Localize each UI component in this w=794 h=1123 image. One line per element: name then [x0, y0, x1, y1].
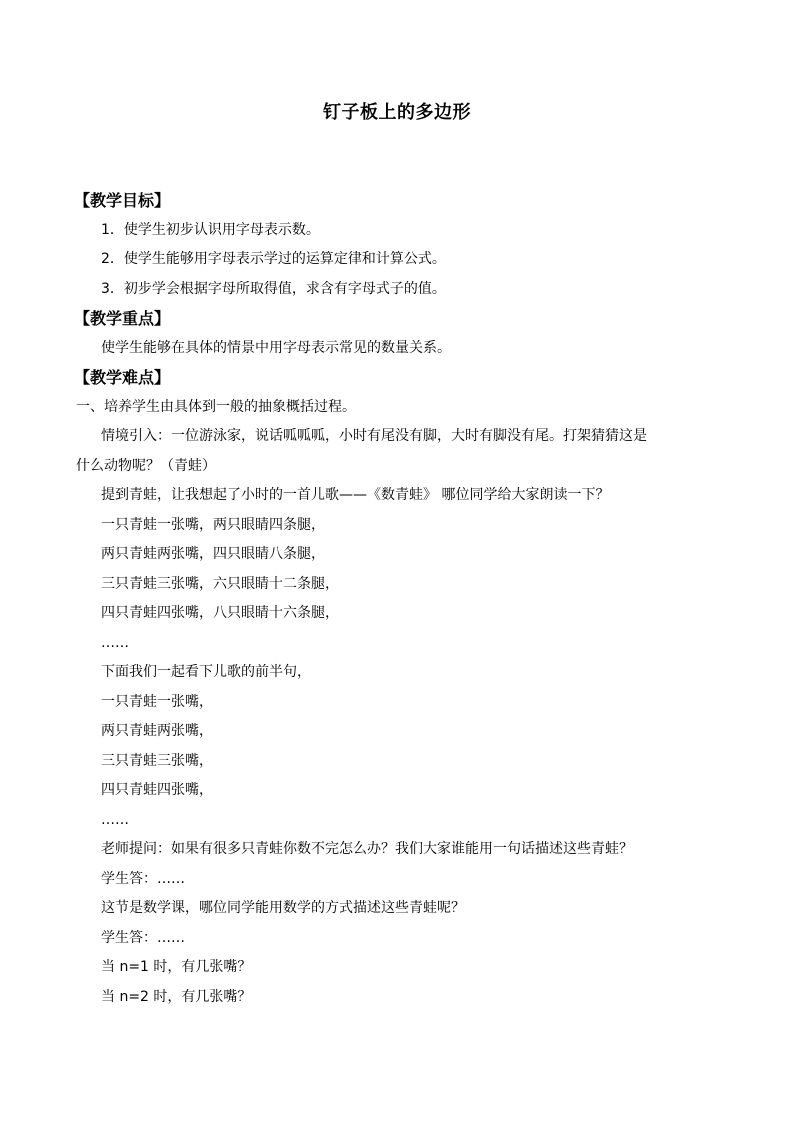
- song-half-line-2: 两只青蛙两张嘴，: [101, 723, 213, 739]
- song-full-line-2: 两只青蛙两张嘴，四只眼睛八条腿，: [101, 546, 325, 562]
- difficulty-heading: 【教学难点】: [74, 368, 171, 387]
- focus-text: 使学生能够在具体的情景中用字母表示常见的数量关系。: [101, 339, 451, 356]
- song-intro: 提到青蛙，让我想起了小时的一首儿歌——《数青蛙》 哪位同学给大家朗读一下？: [101, 487, 610, 503]
- song-full-line-4: 四只青蛙四张嘴，八只眼睛十六条腿，: [101, 605, 339, 621]
- song-full-ellipsis: ……: [101, 634, 129, 651]
- math-question: 这节是数学课，哪位同学能用数学的方式描述这些青蛙呢？: [101, 900, 465, 916]
- song-full-line-1: 一只青蛙一张嘴，两只眼睛四条腿，: [101, 516, 325, 533]
- teacher-question: 老师提问：如果有很多只青蛙你数不完怎么办？我们大家谁能用一句话描述这些青蛙？: [101, 841, 633, 857]
- goal-item-1: 1．使学生初步认识用字母表示数。: [101, 221, 320, 238]
- difficulty-text: 一、培养学生由具体到一般的抽象概括过程。: [76, 398, 356, 415]
- song-half-line-1: 一只青蛙一张嘴，: [101, 693, 213, 710]
- goal-item-3: 3．初步学会根据字母所取得值，求含有字母式子的值。: [101, 280, 446, 297]
- song-half-ellipsis: ……: [101, 811, 129, 828]
- n1-question: 当 n=1 时，有几张嘴？: [101, 959, 252, 975]
- intro-line-1: 情境引入：一位游泳家，说话呱呱呱，小时有尾没有脚，大时有脚没有尾。打架猜猜这是: [101, 428, 647, 444]
- n2-question: 当 n=2 时，有几张嘴？: [101, 988, 252, 1005]
- document-title: 钉子板上的多边形: [323, 102, 471, 123]
- document-body: [76, 186, 726, 1012]
- half-intro: 下面我们一起看下儿歌的前半句，: [101, 664, 311, 680]
- song-half-line-3: 三只青蛙三张嘴，: [101, 752, 213, 769]
- song-full-line-3: 三只青蛙三张嘴，六只眼睛十二条腿，: [101, 575, 339, 592]
- song-half-line-4: 四只青蛙四张嘴，: [101, 782, 213, 798]
- student-answer-2: 学生答：……: [101, 929, 185, 946]
- goal-item-2: 2．使学生能够用字母表示学过的运算定律和计算公式。: [101, 251, 446, 267]
- goals-heading: 【教学目标】: [74, 191, 171, 210]
- intro-line-2: 什么动物呢？（青蛙）: [76, 457, 216, 474]
- focus-heading: 【教学重点】: [74, 309, 171, 328]
- student-answer-1: 学生答：……: [101, 870, 185, 887]
